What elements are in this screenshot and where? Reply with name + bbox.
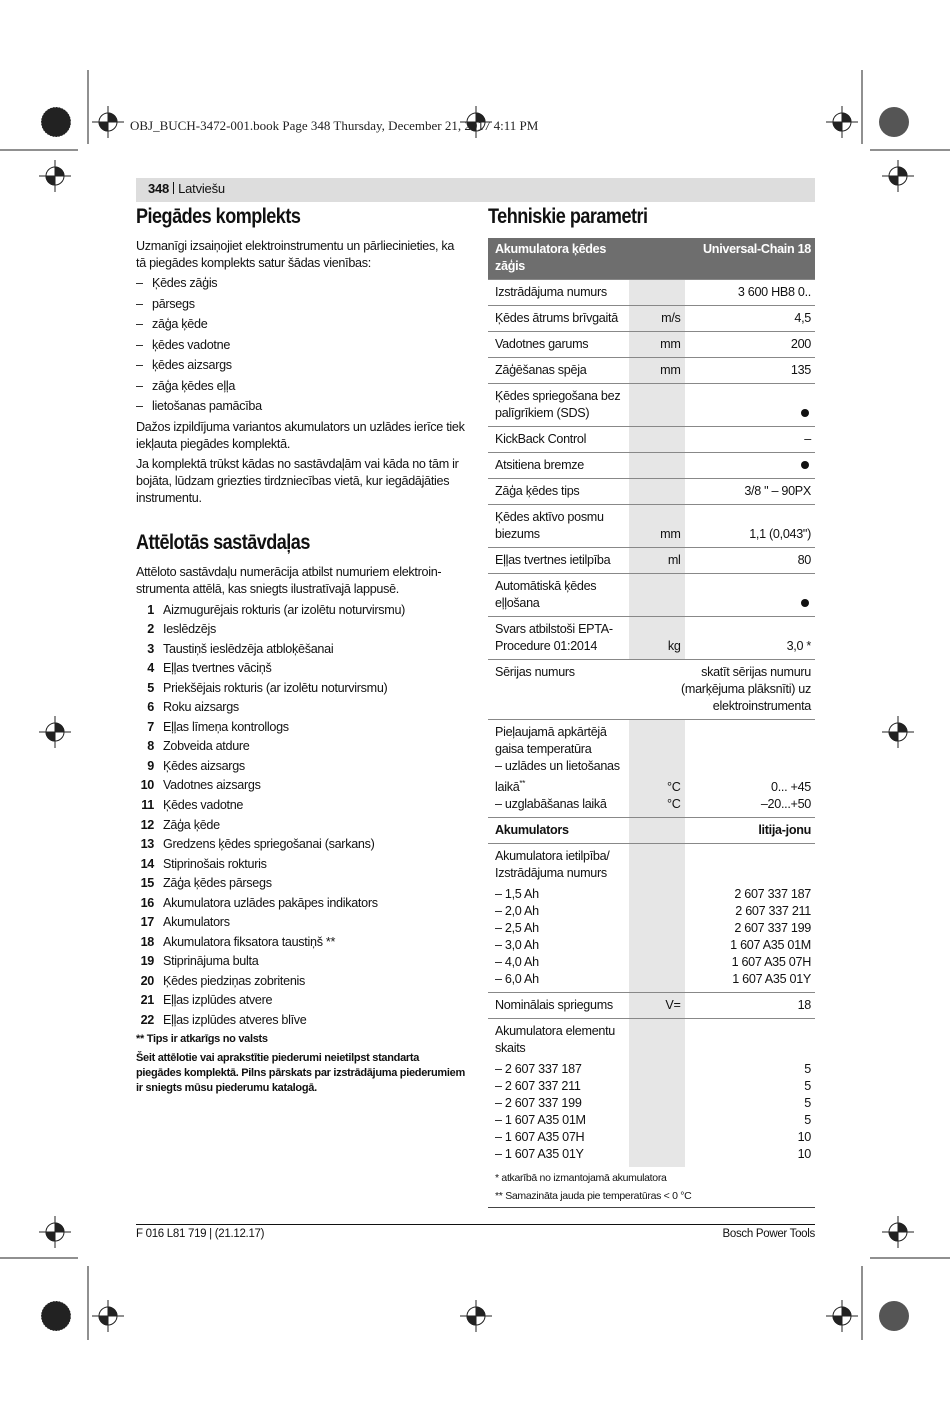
item-text: Stiprinājuma bulta xyxy=(163,954,259,969)
item-number: 5 xyxy=(147,680,154,695)
bullet-dot-icon xyxy=(801,461,809,469)
item-number: 8 xyxy=(147,739,154,754)
right-column xyxy=(488,205,815,1208)
scope-item: – ķēdes vadotne xyxy=(136,337,466,354)
list-item xyxy=(136,777,466,794)
list-item xyxy=(136,973,466,990)
table-row xyxy=(488,479,815,505)
cells-count: 5 xyxy=(804,1096,811,1111)
temp-units: °C °C xyxy=(629,720,685,818)
list-item xyxy=(136,797,466,814)
spec-value: skatīt sērijas numuru (marķējuma plāksnīti) uz elektroinstrumenta xyxy=(629,660,815,720)
item-text: Eļļas izplūdes atvere xyxy=(163,993,273,1008)
scope-item: – pārsegs xyxy=(136,296,466,313)
item-number: 11 xyxy=(141,797,154,812)
item-number: 18 xyxy=(140,934,154,949)
capacity-label: Akumulatora ietilpība/ Izstrādājuma numurs – 1,5 Ah – 2,0 Ah – 2,5 Ah – 3,0 Ah – 4,0 Ah – 6,0 Ah xyxy=(488,844,629,993)
scope-item: – lietošanas pamācība xyxy=(136,398,466,415)
item-text: Eļļas līmeņa kontrollogs xyxy=(163,719,289,734)
table-row xyxy=(488,660,815,720)
bullet-dot-icon xyxy=(801,409,809,417)
tech-table xyxy=(488,238,815,1167)
capacity-item: – 2,0 Ah xyxy=(495,904,539,919)
page-number: 348 xyxy=(148,181,170,196)
page-language: Latviešu xyxy=(178,181,225,196)
spec-value: 135 xyxy=(685,358,815,384)
spec-unit: kg xyxy=(629,617,685,660)
spec-unit: mm xyxy=(629,505,685,548)
item-number: 7 xyxy=(147,719,154,734)
cells-count: 5 xyxy=(804,1113,811,1128)
item-text: Eļļas izplūdes atveres blīve xyxy=(163,1012,307,1027)
item-text: Zāģa ķēdes pārsegs xyxy=(163,876,272,891)
item-number: 14 xyxy=(140,856,154,871)
table-row xyxy=(488,384,815,427)
footnote-2: ** Samazināta jauda pie temperatūras < 0 °C xyxy=(495,1190,692,1203)
capacity-item: – 3,0 Ah xyxy=(495,938,539,953)
spec-label: Svars atbilstoši EPTA-Procedure 01:2014 xyxy=(488,617,629,660)
table-row xyxy=(488,453,815,479)
scope-item: – zāģa ķēdes eļļa xyxy=(136,378,466,395)
item-text: Akumulators xyxy=(163,915,230,930)
item-text: Priekšējais rokturis (ar izolētu noturvirsmu) xyxy=(163,680,388,695)
cells-count: 10 xyxy=(797,1147,811,1162)
spec-value: – xyxy=(685,427,815,453)
spec-value xyxy=(685,453,815,479)
spec-unit: ml xyxy=(629,548,685,574)
temp-sub-storage: – uzglabāšanas laikā xyxy=(495,797,607,812)
head-label: Akumulatora ķēdes zāģis xyxy=(488,238,629,280)
item-text: Ķēdes piedziņas zobritenis xyxy=(163,973,306,988)
table-row xyxy=(488,818,815,844)
item-number: 12 xyxy=(140,817,154,832)
spec-unit xyxy=(629,479,685,505)
components-list xyxy=(136,602,466,1029)
voltage-value: 18 xyxy=(685,993,815,1019)
list-item xyxy=(136,660,466,677)
head-value: Universal-Chain 18 xyxy=(685,238,815,280)
item-text: Roku aizsargs xyxy=(163,700,239,715)
item-text: Zobveida atdure xyxy=(163,739,250,754)
item-text: Gredzens ķēdes spriegošanai (sarkans) xyxy=(163,837,375,852)
cells-item: – 2 607 337 211 xyxy=(495,1079,581,1094)
list-item xyxy=(136,992,466,1009)
table-row xyxy=(488,306,815,332)
item-text: Vadotnes aizsargs xyxy=(163,778,261,793)
capacity-number: 2 607 337 187 xyxy=(734,887,811,902)
capacity-number: 1 607 A35 07H xyxy=(731,955,811,970)
components-title: Attēlotās sastāvdaļas xyxy=(136,530,310,554)
temp-label xyxy=(488,720,629,818)
table-row xyxy=(488,844,815,993)
spec-label: Automātiskā ķēdes eļļošana xyxy=(488,574,629,617)
battery-label: Akumulators xyxy=(488,818,629,844)
table-row xyxy=(488,548,815,574)
spec-label: Ķēdes aktīvo posmu biezums xyxy=(488,505,629,548)
list-item xyxy=(136,680,466,697)
tech-title: Tehniskie parametri xyxy=(488,205,648,228)
list-item xyxy=(136,602,466,619)
spec-unit: mm xyxy=(629,358,685,384)
cells-count: 5 xyxy=(804,1079,811,1094)
spec-value: 80 xyxy=(685,548,815,574)
table-row xyxy=(488,332,815,358)
spec-value: 3,0 * xyxy=(685,617,815,660)
item-text: Ķēdes aizsargs xyxy=(163,758,245,773)
scope-list xyxy=(136,275,466,415)
spec-value xyxy=(685,384,815,427)
item-text: Ieslēdzējs xyxy=(163,622,217,637)
capacity-item: – 2,5 Ah xyxy=(495,921,539,936)
item-text: Zāģa ķēde xyxy=(163,817,220,832)
spec-label: Vadotnes garums xyxy=(488,332,629,358)
table-row xyxy=(488,427,815,453)
table-row xyxy=(488,358,815,384)
footer-doc-id: F 016 L81 719 | (21.12.17) xyxy=(136,1228,265,1240)
capacity-number: 1 607 A35 01Y xyxy=(732,972,811,987)
item-text: Aizmugurējais rokturis (ar izolētu noturvirsmu) xyxy=(163,602,406,617)
table-row xyxy=(488,280,815,306)
item-number: 1 xyxy=(147,602,154,617)
item-number: 3 xyxy=(147,641,154,656)
item-number: 17 xyxy=(140,915,154,930)
spec-unit xyxy=(629,384,685,427)
scope-intro: Uzmanīgi izsaiņojiet elektroinstrumentu un pārliecinieties, ka tā piegādes komplekts satur šādas vienības: xyxy=(136,239,455,270)
item-number: 4 xyxy=(147,661,154,676)
temp-title: Pieļaujamā apkārtējā gaisa temperatūra xyxy=(495,725,607,756)
components-intro: Attēloto sastāvdaļu numerācija atbilst numuriem elektroinstrumenta attēlā, kas sniegts ilustratīvajā lappusē. xyxy=(136,564,442,596)
item-text: Akumulatora uzlādes pakāpes indikators xyxy=(163,895,378,910)
spec-unit xyxy=(629,1019,685,1168)
item-number: 19 xyxy=(140,954,154,969)
list-item xyxy=(136,758,466,775)
print-slug: OBJ_BUCH-3472-001.book Page 348 Thursday, December 21, 2017 4:11 PM xyxy=(130,118,539,133)
country-note: ** Tips ir atkarīgs no valsts xyxy=(136,1032,268,1045)
scope-title: Piegādes komplekts xyxy=(136,205,301,228)
spec-unit xyxy=(629,280,685,306)
item-number: 13 xyxy=(140,837,154,852)
footer-brand: Bosch Power Tools xyxy=(722,1228,815,1240)
item-number: 16 xyxy=(140,895,154,910)
accessories-note: Šeit attēlotie vai aprakstītie piederumi neietilpst standarta piegādes komplektā. Pilns pārskats par izstrādājuma piederumiem ir sniegts mūsu piederumu katalogā. xyxy=(136,1051,465,1094)
list-item xyxy=(136,621,466,638)
spec-label: Ķēdes spriegošana bez palīgrīkiem (SDS) xyxy=(488,384,629,427)
list-item xyxy=(136,875,466,892)
list-item xyxy=(136,738,466,755)
table-header-row xyxy=(488,238,815,280)
item-number: 21 xyxy=(140,993,154,1008)
item-text: Stiprinošais rokturis xyxy=(163,856,267,871)
spec-label: Zāģa ķēdes tips xyxy=(488,479,629,505)
spec-value: 3 600 HB8 0.. xyxy=(685,280,815,306)
list-item xyxy=(136,836,466,853)
capacity-number: 2 607 337 199 xyxy=(734,921,811,936)
spec-unit xyxy=(629,818,685,844)
spec-unit: mm xyxy=(629,332,685,358)
cells-item: – 2 607 337 187 xyxy=(495,1062,582,1077)
list-item xyxy=(136,856,466,873)
spec-unit xyxy=(629,427,685,453)
spec-label: Atsitiena bremze xyxy=(488,453,629,479)
scope-item: – zāģa ķēde xyxy=(136,316,466,333)
item-number: 20 xyxy=(140,973,154,988)
list-item xyxy=(136,895,466,912)
spec-label: Izstrādājuma numurs xyxy=(488,280,629,306)
spec-value xyxy=(685,574,815,617)
item-number: 22 xyxy=(140,1012,154,1027)
capacity-item: – 4,0 Ah xyxy=(495,955,539,970)
spec-value: 1,1 (0,043") xyxy=(685,505,815,548)
list-item xyxy=(136,934,466,951)
scope-p2: Ja komplektā trūkst kādas no sastāvdaļām vai kāda no tām ir bojāta, lūdzam griezties tirdzniecības vietā, kur iegādājāties instrumentu. xyxy=(136,456,459,505)
bullet-dot-icon xyxy=(801,599,809,607)
spec-value: 3/8 " – 90PX xyxy=(685,479,815,505)
scope-item: – Ķēdes zāģis xyxy=(136,275,466,292)
capacity-number: 1 607 A35 01M xyxy=(730,938,811,953)
capacity-values xyxy=(685,844,815,993)
scope-item: – ķēdes aizsargs xyxy=(136,357,466,374)
spec-label: Ķēdes ātrums brīvgaitā xyxy=(488,306,629,332)
capacity-item: – 1,5 Ah xyxy=(495,887,539,902)
spec-label: Sērijas numurs xyxy=(488,660,629,720)
table-row xyxy=(488,1019,815,1168)
item-number: 6 xyxy=(147,700,154,715)
item-text: Akumulatora fiksatora taustiņš ** xyxy=(163,934,336,949)
temp-sub-charging: – uzlādes un lietošanas laikā** xyxy=(495,759,620,795)
temp-values: 0... +45 –20...+50 xyxy=(685,720,815,818)
item-number: 2 xyxy=(147,622,154,637)
cells-item: – 1 607 A35 07H xyxy=(495,1130,585,1145)
scope-p1: Dažos izpildījuma variantos akumulators un uzlādes ierīce tiek iekļauta piegādes komplektā. xyxy=(136,419,465,451)
list-item xyxy=(136,699,466,716)
voltage-label: Nominālais spriegums xyxy=(488,993,629,1019)
cells-count: 10 xyxy=(797,1130,811,1145)
item-text: Eļļas tvertnes vāciņš xyxy=(163,661,272,676)
spec-unit: m/s xyxy=(629,306,685,332)
page-header xyxy=(136,178,815,202)
table-row xyxy=(488,993,815,1019)
spec-label: KickBack Control xyxy=(488,427,629,453)
list-item xyxy=(136,1012,466,1029)
table-row xyxy=(488,574,815,617)
spec-value: 4,5 xyxy=(685,306,815,332)
spec-label: Eļļas tvertnes ietilpība xyxy=(488,548,629,574)
left-column xyxy=(136,205,466,1096)
list-item xyxy=(136,641,466,658)
list-item xyxy=(136,817,466,834)
capacity-number: 2 607 337 211 xyxy=(735,904,811,919)
spec-unit xyxy=(629,453,685,479)
item-number: 9 xyxy=(147,758,154,773)
spec-value: 200 xyxy=(685,332,815,358)
list-item xyxy=(136,914,466,931)
cells-count: 5 xyxy=(804,1062,811,1077)
item-text: Ķēdes vadotne xyxy=(163,797,244,812)
table-row xyxy=(488,617,815,660)
list-item xyxy=(136,953,466,970)
footer-rule xyxy=(136,1224,815,1225)
spec-unit xyxy=(629,844,685,993)
cells-values xyxy=(685,1019,815,1168)
item-number: 10 xyxy=(140,778,154,793)
cells-item: – 1 607 A35 01M xyxy=(495,1113,586,1128)
item-number: 15 xyxy=(140,876,154,891)
spec-unit xyxy=(629,574,685,617)
cells-label: Akumulatora elementu skaits – 2 607 337 187 – 2 607 337 211 – 2 607 337 199 – 1 607 A35 01M – 1 607 A35 07H – 1 607 A35 01Y xyxy=(488,1019,629,1168)
spec-label: Zāģēšanas spēja xyxy=(488,358,629,384)
cells-item: – 1 607 A35 01Y xyxy=(495,1147,584,1162)
capacity-item: – 6,0 Ah xyxy=(495,972,539,987)
footnote-1: * atkarībā no izmantojamā akumulatora xyxy=(495,1172,667,1185)
cells-item: – 2 607 337 199 xyxy=(495,1096,582,1111)
voltage-unit: V= xyxy=(629,993,685,1019)
battery-value: litija-jonu xyxy=(685,818,815,844)
table-row xyxy=(488,505,815,548)
list-item xyxy=(136,719,466,736)
table-row xyxy=(488,720,815,818)
item-text: Taustiņš ieslēdzēja atbloķēšanai xyxy=(163,641,334,656)
